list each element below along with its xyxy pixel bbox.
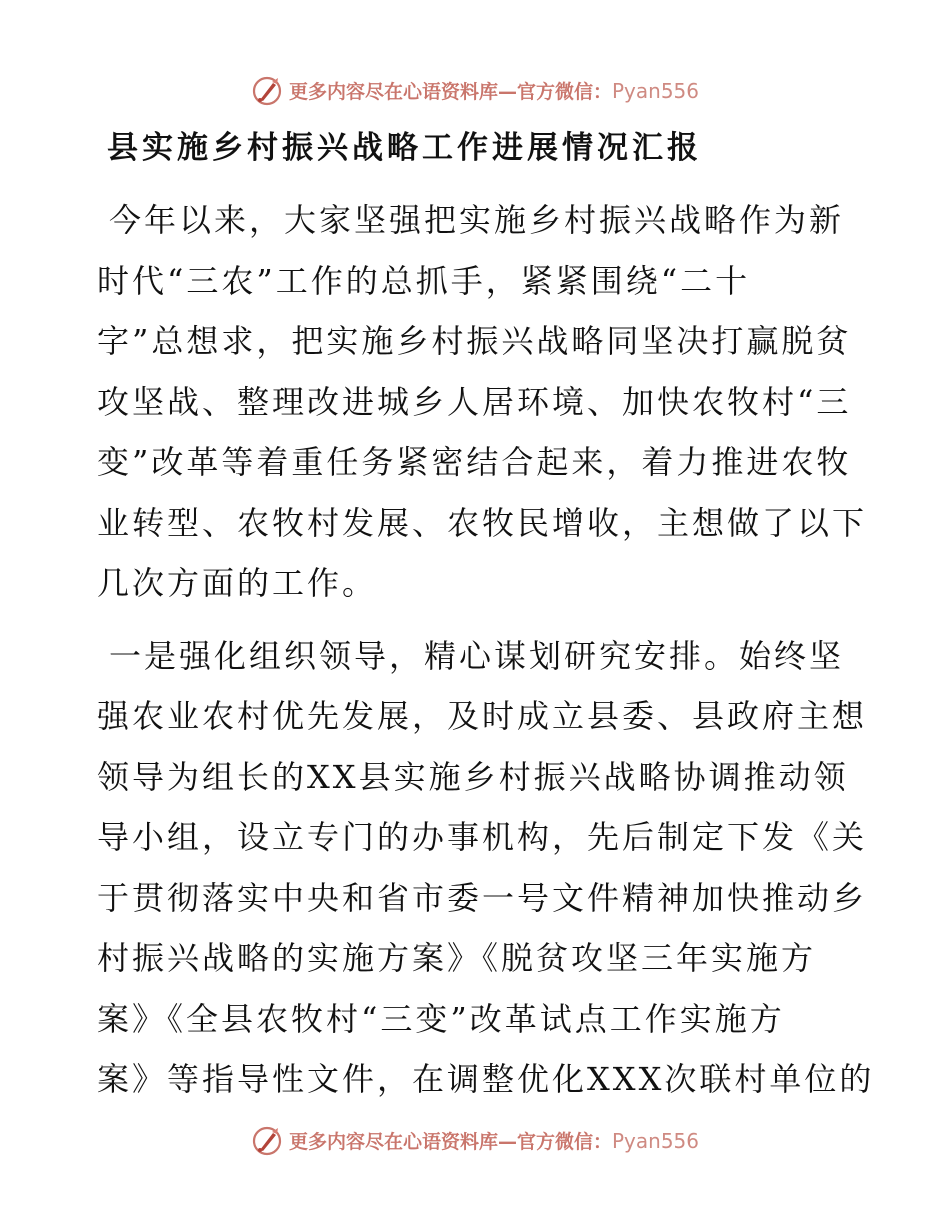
text-line: 今年以来，大家坚强把实施乡村振兴战略作为新 (109, 201, 845, 239)
text-line: 几次方面的工作。 (97, 564, 378, 602)
footer-watermark (0, 1120, 950, 1160)
text-line: 字”总想求，把实施乡村振兴战略同坚决打赢脱贫 (97, 322, 852, 360)
watermark-wechat-id: Pyan556 (612, 78, 700, 103)
text-line: 案》等指导性文件，在调整优化XXX次联村单位的 (97, 1060, 875, 1098)
document-body (97, 118, 875, 1110)
watermark-slogan: 更多内容尽在心语资料库—官方微信： (288, 80, 612, 103)
text-line: 业转型、农牧村发展、农牧民增收，主想做了以下 (97, 503, 868, 542)
watermark-text (289, 1127, 699, 1154)
feather-pen-logo-icon (251, 1124, 283, 1156)
text-line: 村振兴战略的实施方案》《脱贫攻坚三年实施方 (97, 939, 817, 977)
watermark-text (289, 77, 699, 104)
text-line: 案》《全县农牧村“三变”改革试点工作实施方 (97, 999, 785, 1038)
document-title: 县实施乡村振兴战略工作进展情况汇报 (107, 130, 702, 166)
header-watermark (0, 70, 950, 110)
text-line: 攻坚战、整理改进城乡人居环境、加快农牧村“三 (97, 382, 852, 421)
text-line: 变”改革等着重任务紧密结合起来，着力推进农牧 (97, 443, 852, 481)
spacer (97, 178, 857, 190)
text-line: 于贯彻落实中央和省市委一号文件精神加快推动乡 (97, 878, 868, 917)
text-line: 导小组，设立专门的办事机构，先后制定下发《关 (97, 818, 868, 856)
paragraph-organization (97, 626, 875, 1110)
text-line: 强农业农村优先发展，及时成立县委、县政府主想 (97, 697, 868, 735)
watermark-wechat-id: Pyan556 (612, 1128, 700, 1153)
text-line: 时代“三农”工作的总抓手，紧紧围绕“二十 (97, 261, 751, 300)
watermark-slogan: 更多内容尽在心语资料库—官方微信： (288, 1130, 612, 1153)
paragraph-intro (97, 190, 868, 614)
spacer (97, 614, 857, 626)
text-line: 一是强化组织领导，精心谋划研究安排。始终坚 (109, 636, 845, 675)
text-line: 领导为组长的XX县实施乡村振兴战略协调推动领 (97, 757, 849, 796)
feather-pen-logo-icon (251, 74, 283, 106)
